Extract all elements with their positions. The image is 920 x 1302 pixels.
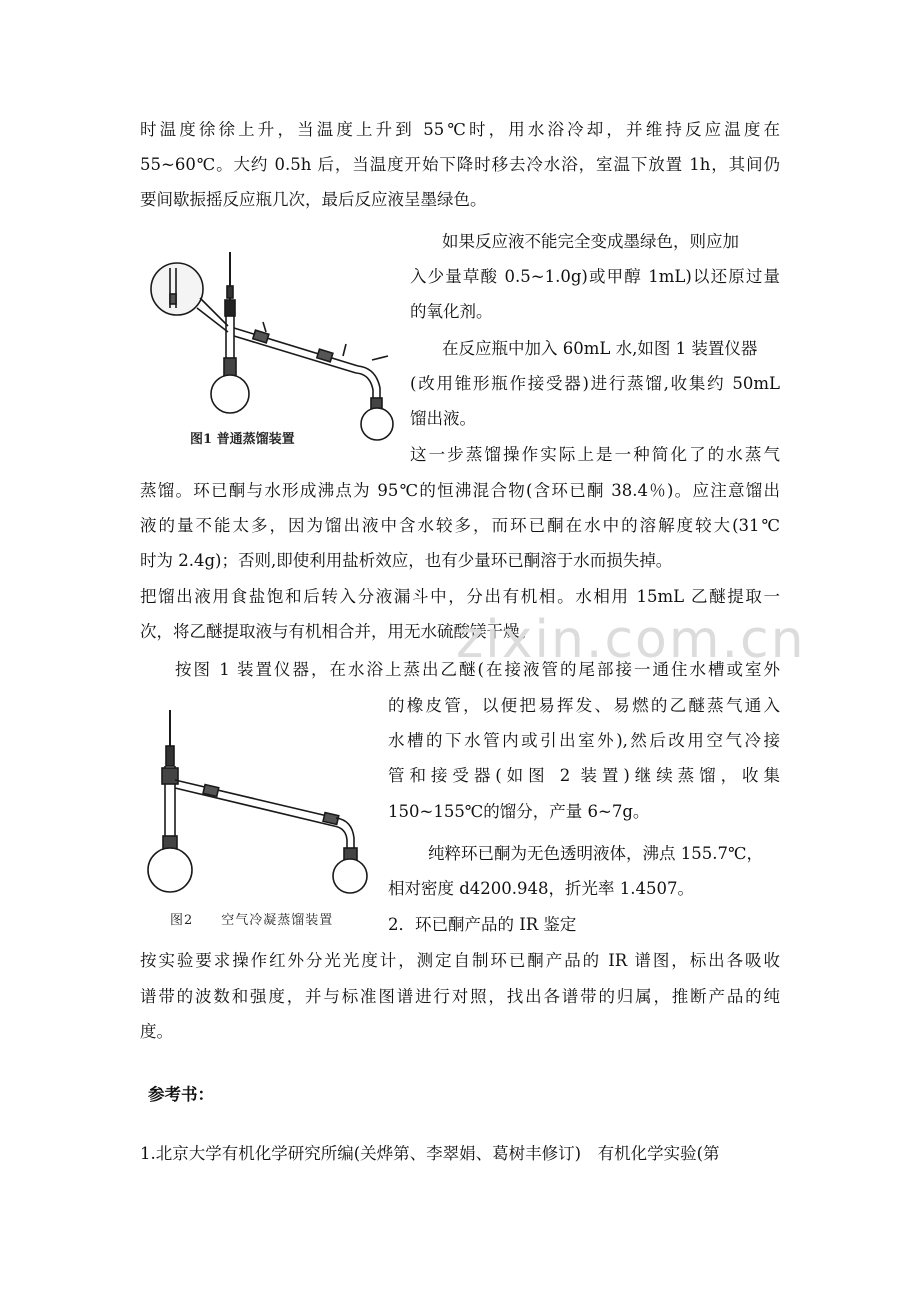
reference-item: 1.北京大学有机化学研究所编(关烨第、李翠娟、葛树丰修订) 有机化学实验(第 — [140, 1144, 720, 1163]
text-line: 度。 — [140, 1022, 173, 1041]
text-line: 要间歇振摇反应瓶几次，最后反应液呈墨绿色。 — [140, 190, 487, 209]
text-line: 在反应瓶中加入 60mL 水,如图 1 装置仪器 — [442, 339, 758, 358]
text-line: 55~60℃。大约 0.5h 后，当温度开始下降时移去冷水浴，室温下放置 1h，其间仍 — [140, 155, 780, 174]
text-line: 时为 2.4g)；否则,即使利用盐析效应，也有少量环已酮溶于水而损失掉。 — [140, 551, 673, 570]
figure-2-air-condenser-apparatus — [146, 706, 378, 898]
text-line: 如果反应液不能完全变成墨绿色，则应加 — [442, 232, 739, 251]
text-line: 按实验要求操作红外分光光度计，测定自制环已酮产品的 IR 谱图，标出各吸收 — [140, 951, 780, 970]
text-line: (改用锥形瓶作接受器)进行蒸馏,收集约 50mL — [410, 374, 780, 393]
text-line: 入少量草酸 0.5~1.0g)或甲醇 1mL)以还原过量 — [410, 267, 780, 286]
text-line: 这一步蒸馏操作实际上是一种简化了的水蒸气 — [410, 445, 780, 464]
figure-2-caption: 图2 空气冷凝蒸馏装置 — [170, 913, 334, 928]
text-line: 相对密度 d4200.948，折光率 1.4507。 — [388, 879, 695, 898]
text-line: 时温度徐徐上升，当温度上升到 55℃时，用水浴冷却，并维持反应温度在 — [140, 120, 780, 139]
text-line: 的氧化剂。 — [410, 302, 493, 321]
text-line: 的橡皮管，以便把易挥发、易燃的乙醚蒸气通入 — [388, 696, 780, 715]
text-line: 馏出液。 — [410, 409, 476, 428]
text-line: 按图 1 装置仪器，在水浴上蒸出乙醚(在接液管的尾部接一通住水槽或室外 — [175, 660, 780, 679]
figure-1-distillation-apparatus — [148, 248, 410, 444]
text-line: 管和接受器(如图 2 装置)继续蒸馏，收集 — [388, 766, 780, 785]
text-line: 次，将乙醚提取液与有机相合并，用无水硫酸镁干燥。 — [140, 622, 536, 641]
text-line: 150~155℃的馏分，产量 6~7g。 — [388, 802, 650, 821]
text-line: 蒸馏。环已酮与水形成沸点为 95℃的恒沸混合物(含环已酮 38.4％)。应注意馏出 — [140, 481, 780, 500]
text-line: 谱带的波数和强度，并与标准图谱进行对照，找出各谱带的归属，推断产品的纯 — [140, 987, 780, 1006]
text-line: 液的量不能太多，因为馏出液中含水较多，而环已酮在水中的溶解度较大(31℃ — [140, 516, 780, 535]
text-line: 把馏出液用食盐饱和后转入分液漏斗中，分出有机相。水相用 15mL 乙醚提取一 — [140, 587, 780, 606]
section-heading: 2．环已酮产品的 IR 鉴定 — [388, 915, 577, 934]
references-heading: 参考书： — [148, 1085, 214, 1104]
figure-1-caption: 图1 普通蒸馏装置 — [190, 432, 295, 447]
text-line: 水槽的下水管内或引出室外),然后改用空气冷接 — [388, 731, 780, 750]
text-line: 纯粹环已酮为无色透明液体，沸点 155.7℃， — [428, 844, 763, 863]
watermark: zixin.com.cn — [456, 610, 806, 670]
